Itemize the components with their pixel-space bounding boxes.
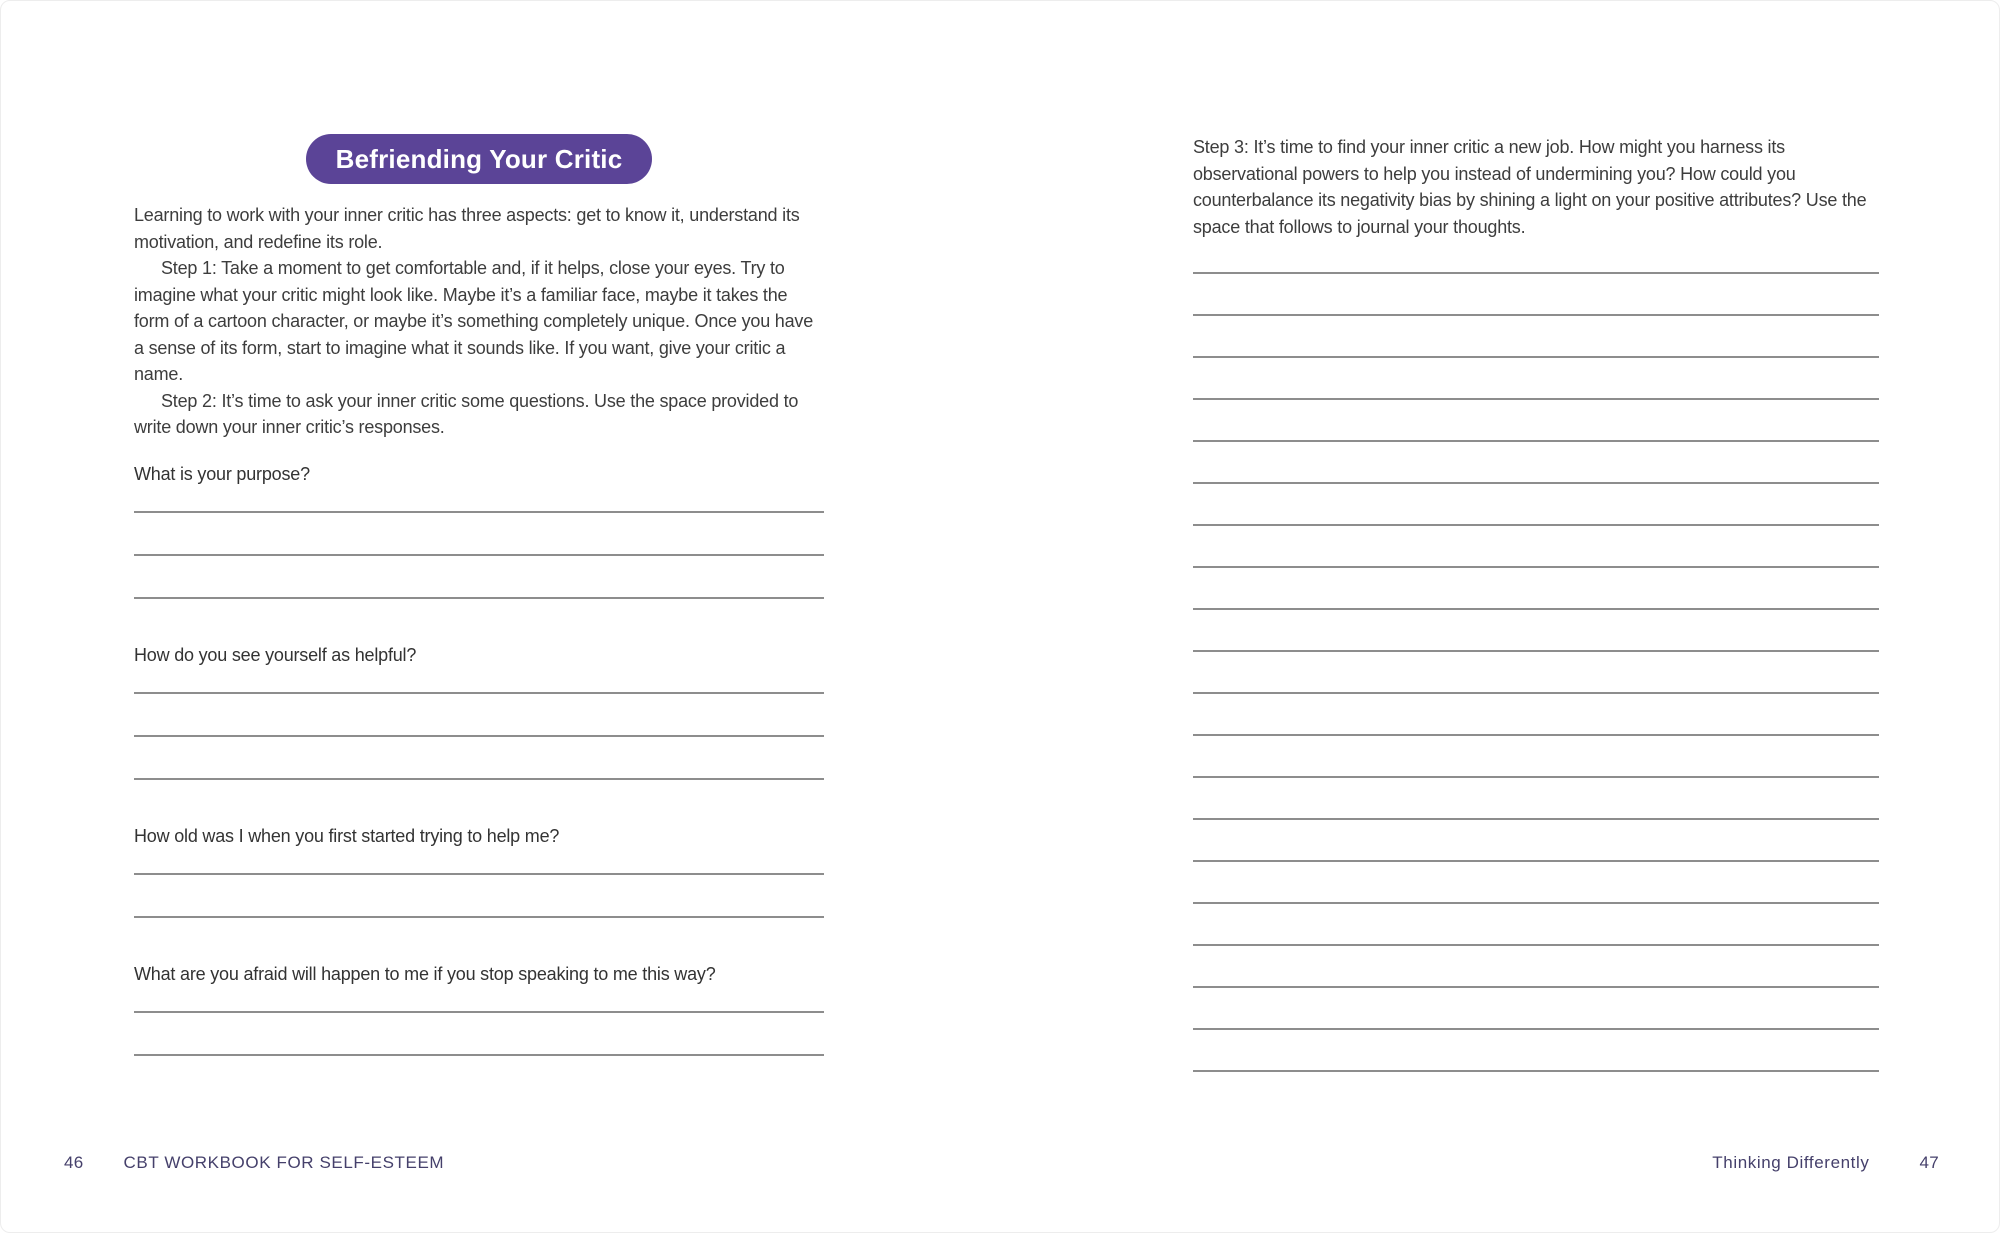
left-page-number: 46 [64,1153,84,1172]
journal-line [1193,358,1879,400]
section-title-badge: Befriending Your Critic [306,134,653,184]
right-footer [1712,1151,1939,1175]
journal-line [1193,946,1879,988]
answer-line [134,668,824,694]
right-page-number: 47 [1919,1153,1939,1172]
journal-line [1193,862,1879,904]
answer-line [134,513,824,556]
answer-line [134,487,824,513]
journal-line [1193,316,1879,358]
journal-line [1193,240,1879,274]
step1-paragraph: Step 1: Take a moment to get comfortable and, if it helps, close your eyes. Try to imagine what your critic might look like. Maybe it’s a familiar face, maybe it takes the form of a cartoon character, or maybe it’s something completely unique. Once you have a sense of its form, start to imagine what it sounds like. If you want, give your critic a name. [134,258,814,384]
answer-line [134,694,824,737]
step2-paragraph: Step 2: It’s time to ask your inner critic some questions. Use the space provided to write down your inner critic’s responses. [134,390,799,437]
question-label: What are you afraid will happen to me if you stop speaking to me this way? [134,963,716,984]
journal-line [1193,694,1879,736]
journal-line [1193,526,1879,568]
journal-line [1193,904,1879,946]
journal-line [1193,988,1879,1030]
right-page [1193,134,1879,1072]
journal-line [1193,442,1879,484]
question-block [134,643,824,780]
question-label: How do you see yourself as helpful? [134,644,417,665]
journal-line [1193,610,1879,652]
journal-line [1193,778,1879,820]
step3-paragraph: Step 3: It’s time to find your inner critic a new job. How might you harness its observational powers to help you instead of undermining you? How could you counterbalance its negativity bias by shining a light on your positive attributes? Use the space that follows to journal your thoughts. [1193,137,1867,237]
answer-line [134,849,824,875]
questions [134,462,824,1056]
question-block [134,962,824,1056]
answer-line [134,556,824,599]
intro-paragraph: Learning to work with your inner critic has three aspects: get to know it, understand its motivation, and redefine its role. [134,205,800,252]
answer-line [134,987,824,1013]
question-block [134,462,824,599]
journal-line [1193,484,1879,526]
answer-line [134,1013,824,1056]
journal-lines [1193,240,1879,1072]
right-footer-title: Thinking Differently [1712,1153,1870,1172]
question-label: How old was I when you first started trying to help me? [134,825,560,846]
journal-line [1193,736,1879,778]
answer-line [134,875,824,918]
left-footer-title: CBT WORKBOOK FOR SELF-ESTEEM [123,1153,445,1172]
journal-line [1193,652,1879,694]
journal-line [1193,274,1879,316]
question-label: What is your purpose? [134,463,310,484]
left-page [134,134,824,1056]
answer-line [134,737,824,780]
question-block [134,824,824,918]
journal-line [1193,1030,1879,1072]
journal-line [1193,400,1879,442]
journal-line [1193,568,1879,610]
left-footer [64,1151,444,1175]
journal-line [1193,820,1879,862]
